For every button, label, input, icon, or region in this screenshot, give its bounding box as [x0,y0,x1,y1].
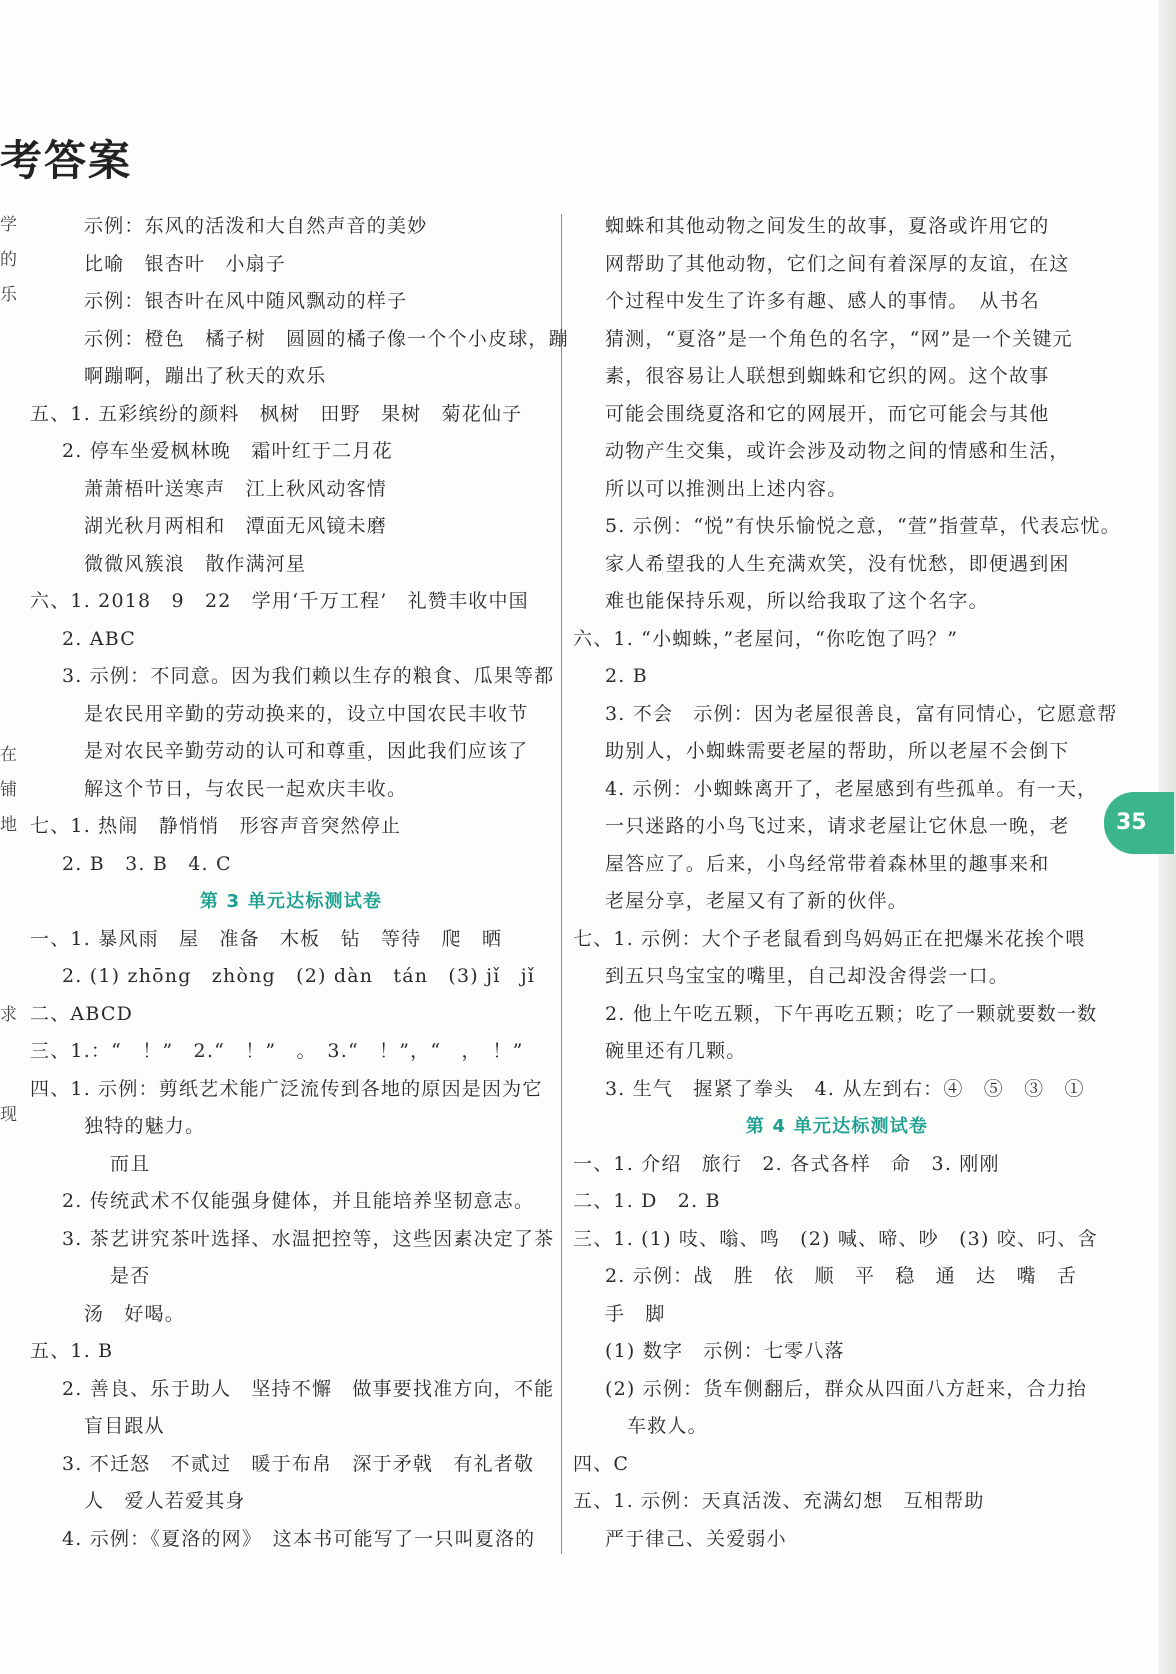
answer-line: 家人希望我的人生充满欢笑，没有忧愁，即便遇到困 [605,552,1070,575]
answer-line: 四、C [573,1452,630,1475]
answer-line: 2. 善良、乐于助人 坚持不懈 做事要找准方向，不能 [62,1377,555,1400]
answer-line: 难也能保持乐观，所以给我取了这个名字。 [605,590,989,612]
answer-line: 七、1. 热闹 静悄悄 形容声音突然停止 [30,815,402,837]
answer-line: 一只迷路的小鸟飞过来，请求老屋让它休息一晚，老 [605,815,1070,837]
answer-line: 碗里还有几颗。 [605,1040,747,1062]
answer-line: 可能会围绕夏洛和它的网展开，而它可能会与其他 [605,402,1050,425]
answer-line: 比喻 银杏叶 小扇子 [84,252,287,275]
answer-line: 2. B [605,665,648,687]
page-title: 考答案 [0,136,133,185]
answer-line: 萧萧梧叶送寒声 江上秋风动客情 [84,477,388,500]
answer-line: 屋答应了。后来，小鸟经常带着森林里的趣事来和 [605,852,1050,875]
answer-line: 严于律己、关爱弱小 [605,1527,787,1550]
answer-line: 老屋分享，老屋又有了新的伙伴。 [605,890,909,912]
answer-line: 二、ABCD [30,1002,134,1025]
answer-line: 独特的魅力。 [84,1115,206,1137]
answer-line: 网帮助了其他动物，它们之间有着深厚的友谊，在这 [605,252,1070,275]
answer-line: 一、1. 介绍 旅行 2. 各式各样 命 3. 刚刚 [573,1152,1000,1175]
answer-line: 三、1. (1) 吱、嗡、鸣 (2) 喊、啼、吵 (3) 咬、叼、含 [573,1227,1098,1250]
answer-line: 3. 不会 示例：因为老屋很善良，富有同情心，它愿意帮 [605,702,1118,725]
answer-line: 啊蹦啊，蹦出了秋天的欢乐 [84,365,327,387]
answer-line: 二、1. D 2. B [573,1190,721,1212]
answer-line: 蜘蛛和其他动物之间发生的故事，夏洛或许用它的 [605,215,1050,237]
answer-line: 车救人。 [627,1415,708,1437]
answer-line: 盲目跟从 [84,1415,165,1437]
answer-line: 是对农民辛勤劳动的认可和尊重，因此我们应该了 [84,740,529,762]
section-heading: 第 4 单元达标测试卷 [745,1116,929,1137]
answer-line: 2. 停车坐爱枫林晚 霜叶红于二月花 [62,440,393,462]
left-column [30,208,569,1558]
answer-line: 手 脚 [605,1302,666,1325]
answer-line: 个过程中发生了许多有趣、感人的事情。 从书名 [605,290,1040,312]
answer-line: 一、1. 暴风雨 屋 准备 木板 钻 等待 爬 晒 [30,927,503,950]
answer-line: 是农民用辛勤的劳动换来的，设立中国农民丰收节 [84,702,529,725]
page-number-badge: 35 [1104,792,1174,854]
answer-line: 人 爱人若爱其身 [84,1490,246,1512]
answer-line: 3. 茶艺讲究茶叶选择、水温把控等，这些因素决定了茶 [62,1227,555,1250]
answer-line: 动物产生交集，或许会涉及动物之间的情感和生活， [605,440,1070,462]
answer-line: 2. 传统武术不仅能强身健体，并且能培养坚韧意志。 [62,1190,535,1212]
answer-line: 六、1. 2018 9 22 学用‘千万工程’ 礼赞丰收中国 [30,590,529,612]
answer-line: 是否 [110,1265,151,1287]
answer-line: 助别人，小蜘蛛需要老屋的帮助，所以老屋不会倒下 [605,740,1070,762]
answer-line: 素，很容易让人联想到蜘蛛和它织的网。这个故事 [605,365,1050,387]
answer-line: 2. ABC [62,627,136,650]
answer-line: 到五只鸟宝宝的嘴里，自己却没舍得尝一口。 [605,965,1010,987]
right-column [573,208,1121,1558]
answer-line: 湖光秋月两相和 潭面无风镜未磨 [84,515,388,537]
answer-line: 3. 不迁怒 不贰过 暖于布帛 深于矛戟 有礼者敬 [62,1452,535,1475]
answer-line: 四、1. 示例：剪纸艺术能广泛流传到各地的原因是因为它 [30,1077,543,1100]
answer-line: 五、1. 五彩缤纷的颜料 枫树 田野 果树 菊花仙子 [30,402,523,425]
answer-line: 2. (1) zhōng zhòng (2) dàn tán (3) jǐ jǐ [62,965,536,987]
answer-line: 3. 示例：不同意。因为我们赖以生存的粮食、瓜果等都 [62,665,555,687]
answer-line: 2. B 3. B 4. C [62,852,232,875]
answer-line: 4. 示例：小蜘蛛离开了，老屋感到有些孤单。有一天， [605,777,1098,800]
answer-line: 2. 示例：战 胜 依 顺 平 稳 通 达 嘴 舌 [605,1265,1078,1287]
answer-line: 示例：银杏叶在风中随风飘动的样子 [84,290,408,312]
answer-line: 4. 示例：《夏洛的网》 这本书可能写了一只叫夏洛的 [62,1527,536,1550]
answer-line: 猜测，“夏洛”是一个角色的名字，“网”是一个关键元 [605,327,1073,350]
answer-line: 示例：橙色 橘子树 圆圆的橘子像一个个小皮球，蹦 [84,327,569,350]
answer-line: 2. 他上午吃五颗，下午再吃五颗；吃了一颗就要数一数 [605,1002,1098,1025]
answer-line: 示例：东风的活泼和大自然声音的美妙 [84,215,428,237]
answer-line: (2) 示例：货车侧翻后，群众从四面八方赶来，合力抬 [605,1377,1088,1400]
answer-line: 而且 [110,1152,151,1175]
answer-line: 3. 生气 握紧了拳头 4. 从左到右：④ ⑤ ③ ① [605,1077,1085,1100]
answer-line: 解这个节日，与农民一起欢庆丰收。 [84,777,408,800]
answer-line: 5. 示例：“悦”有快乐愉悦之意，“萱”指萱草，代表忘忧。 [605,515,1121,537]
answer-line: 微微风簇浪 散作满河星 [84,552,307,575]
margin-fragment-char: 地 [0,815,17,835]
margin-fragment-char: 铺 [0,780,17,800]
answer-line: (1) 数字 示例：七零八落 [605,1340,845,1362]
section-heading: 第 3 单元达标测试卷 [199,891,383,912]
answer-line: 六、1. “小蜘蛛，”老屋问，“你吃饱了吗？” [573,627,959,650]
answer-line: 汤 好喝。 [84,1302,186,1325]
margin-fragment-char: 的 [0,250,17,270]
column-divider [561,214,562,1554]
answer-line: 所以可以推测出上述内容。 [605,477,848,500]
margin-fragment-char: 现 [0,1105,17,1125]
margin-fragment-char: 乐 [0,285,17,305]
answer-line: 五、1. B [30,1340,114,1362]
margin-fragment-char: 在 [0,745,17,765]
margin-fragment-char: 求 [0,1005,17,1025]
margin-fragment-char: 学 [0,215,17,235]
answer-line: 三、1.：“ ！” 2.“ ！” 。 3.“ ！”，“ ， ！” [30,1040,524,1062]
answer-line: 五、1. 示例：天真活泼、充满幻想 互相帮助 [573,1490,985,1512]
answer-line: 七、1. 示例：大个子老鼠看到鸟妈妈正在把爆米花挨个喂 [573,927,1086,950]
